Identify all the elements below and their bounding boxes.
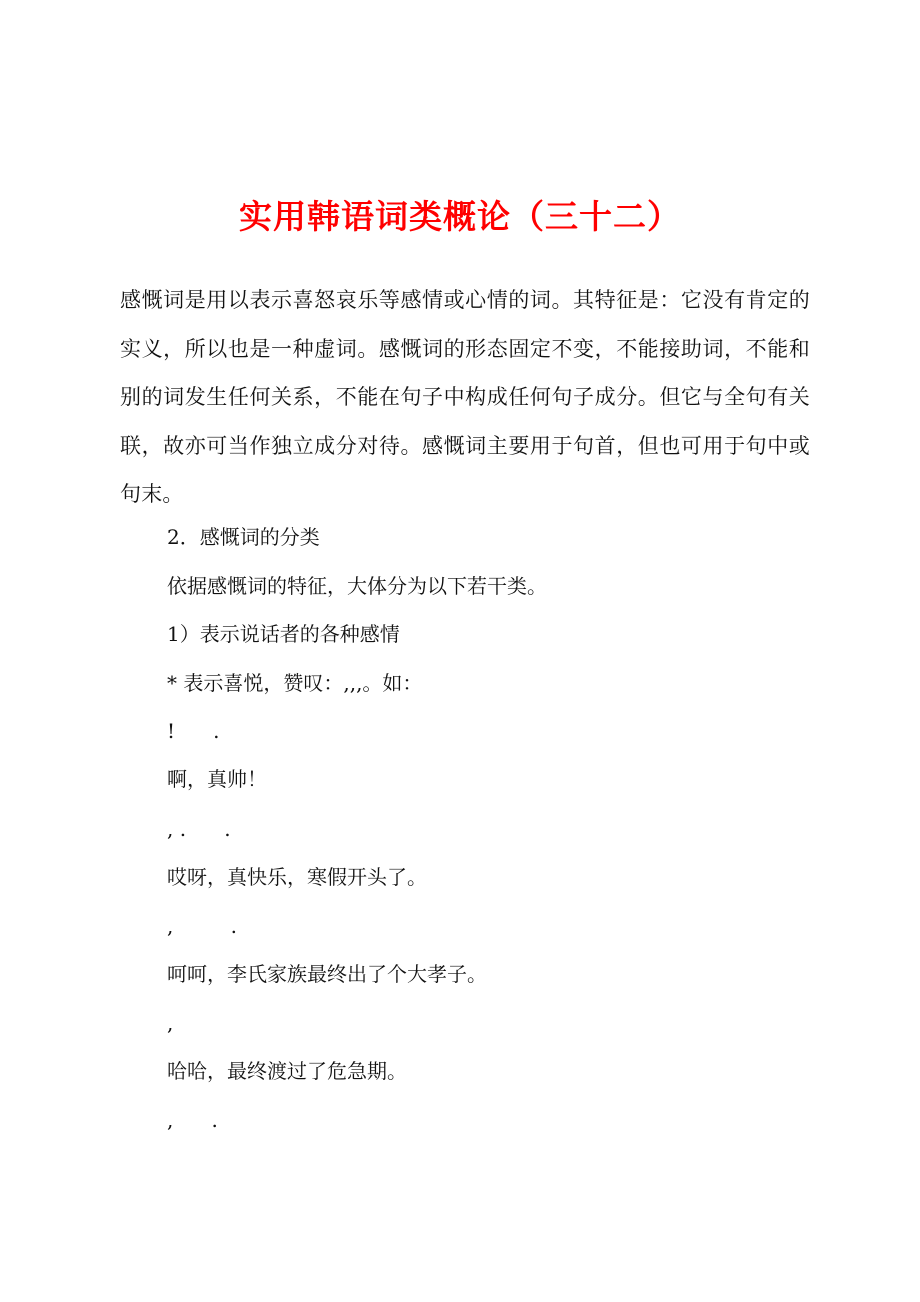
text-line: * 表示喜悦，赞叹：,,,。如： [167, 671, 423, 695]
example-korean: , . [167, 1108, 218, 1132]
example-chinese: 啊，真帅！ [167, 767, 267, 791]
document-title: 实用韩语词类概论（三十二） [239, 197, 681, 236]
subsection-heading: 1）表示说话者的各种感情 [167, 622, 400, 646]
example-chinese: 哈哈，最终渡过了危急期。 [167, 1059, 407, 1083]
example-korean: , [167, 1011, 174, 1035]
example-korean: , . [167, 914, 237, 938]
text-line: 依据感慨词的特征，大体分为以下若干类。 [167, 574, 547, 598]
example-chinese: 呵呵，李氏家族最终出了个大孝子。 [167, 962, 487, 986]
section-heading: 2．感慨词的分类 [167, 525, 320, 549]
example-chinese: 哎呀，真快乐，寒假开头了。 [167, 865, 427, 889]
example-korean: ! . [167, 719, 220, 743]
intro-paragraph: 感慨词是用以表示喜怒哀乐等感情或心情的词。其特征是：它没有肯定的实义，所以也是一种虚词。感慨词的形态固定不变，不能接助词，不能和别的词发生任何关系，不能在句子中构成任何句子成分。但它与全句有关联，故亦可当作独立成分对待。感慨词主要用于句首，但也可用于句中或句末。 [120, 288, 810, 506]
example-korean: , . . [167, 817, 231, 841]
